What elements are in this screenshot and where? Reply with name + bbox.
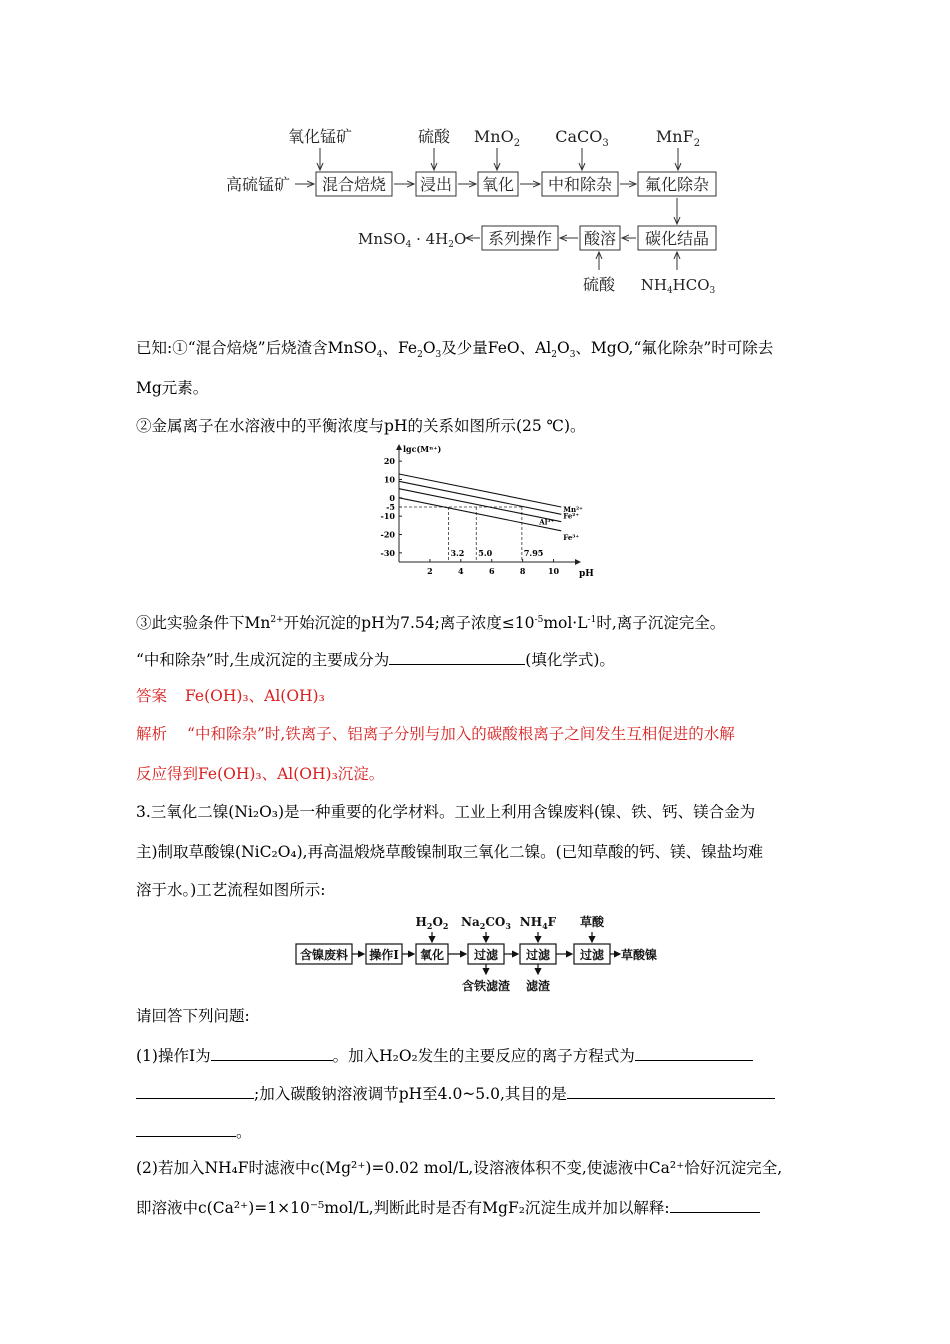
ref-annotation: 3.2	[450, 548, 465, 558]
flow1-row2-3: 系列操作	[487, 229, 553, 248]
flow1-row2-2: 酸溶	[583, 229, 617, 248]
flow2-output-2: 滤渣	[525, 979, 551, 993]
series-label: Al³⁺	[539, 517, 555, 527]
flow2-box-3: 氧化	[419, 948, 445, 962]
flow-diagram-manganese	[220, 118, 740, 303]
q1-line-2: ;加入碳酸钠溶液调节pH至4.0~5.0,其目的是	[136, 1082, 775, 1104]
series-line	[399, 481, 561, 514]
q2-line-2: 即溶液中c(Ca²⁺)=1×10⁻⁵mol/L,判断此时是否有MgF₂沉淀生成并加以解释:	[136, 1196, 760, 1218]
flow1-input-2: 硫酸	[417, 127, 451, 146]
answer-blank[interactable]	[389, 648, 525, 665]
q1-blank-5[interactable]	[136, 1120, 236, 1137]
flow1-product: MnSO$_4$ · $4H_2O$	[358, 230, 467, 250]
flow1-input-1: 氧化锰矿	[287, 127, 353, 146]
x-tick-label: 4	[458, 566, 464, 576]
x-axis-label: pH	[579, 569, 594, 579]
y-tick-label: -10	[380, 511, 395, 522]
q1-line-3: 。	[136, 1120, 252, 1142]
series-label: Fe²⁺	[563, 511, 580, 521]
series-line	[399, 474, 561, 507]
answer-text: Fe(OH)₃、Al(OH)₃	[185, 687, 325, 705]
flow1-start: 高硫锰矿	[226, 175, 291, 194]
flow2-input-2: $Na_2CO_3$	[461, 915, 511, 931]
flow2-input-1: $H_2O_2$	[415, 915, 449, 931]
known-line-2: Mg元素。	[136, 379, 209, 397]
flow2-box-5: 过滤	[525, 948, 551, 962]
x-tick-label: 10	[547, 566, 560, 576]
known-item-2: ②金属离子在水溶液中的平衡浓度与pH的关系如图所示(25 ℃)。	[136, 417, 586, 435]
series-line	[399, 489, 561, 522]
item3-line: ③此实验条件下$Mn^{2+}$开始沉淀的pH为7.54;离子浓度$\le 10^{-5}mol\cdot L^{-1}$时,离子沉淀完全。	[136, 614, 726, 633]
series-line	[399, 498, 561, 531]
q1-blank-1[interactable]	[211, 1044, 333, 1061]
ref-annotation: 5.0	[478, 548, 493, 558]
series-label: Mn²⁺	[563, 505, 583, 514]
y-tick-label: 10	[383, 474, 395, 485]
q1-line-1: (1)操作Ⅰ为 。加入H₂O₂发生的主要反应的离子方程式为	[136, 1044, 753, 1066]
x-tick-label: 6	[488, 566, 495, 576]
ref-annotation: 7.95	[523, 548, 544, 558]
flow1-step-1: 混合焙烧	[321, 175, 387, 194]
q3-line-2: 主)制取草酸镍(NiC₂O₄),再高温煅烧草酸镍制取三氧化二镍。(已知草酸的钙、镁、镍盐均难	[136, 843, 764, 861]
series-label: Fe³⁺	[563, 532, 580, 542]
flow2-output-1: 含铁滤渣	[461, 979, 511, 993]
q1-blank-2[interactable]	[635, 1044, 753, 1061]
q1-blank-3[interactable]	[136, 1082, 254, 1099]
prompt: 请回答下列问题:	[136, 1007, 250, 1025]
flow2-input-3: $NH_4F$	[519, 915, 557, 931]
analysis-line-2: 反应得到Fe(OH)₃、Al(OH)₃沉淀。	[136, 765, 385, 783]
q3-line-3: 溶于水。)工艺流程如图所示:	[136, 881, 326, 899]
x-axis-arrow	[575, 559, 581, 565]
analysis-line-1: 解析 “中和除杂”时,铁离子、铝离子分别与加入的碳酸根离子之间发生互相促进的水解	[136, 725, 735, 743]
q2-blank[interactable]	[670, 1196, 760, 1213]
y-tick-label: 20	[383, 456, 395, 467]
x-tick-label: 8	[519, 566, 526, 576]
y-axis-arrow	[396, 444, 402, 450]
flow2-box-2: 操作I	[369, 948, 399, 962]
flow1-input-3: MnO$_2$	[473, 127, 521, 149]
flow1-bottom-input-1: $NH_4HCO_3$	[640, 276, 716, 296]
answer-line	[136, 686, 325, 706]
flow2-box-4: 过滤	[473, 948, 499, 962]
flow2-box-1: 含镍废料	[299, 948, 349, 962]
y-tick-label: 0	[389, 492, 395, 503]
flow1-step-3: 氧化	[481, 175, 515, 194]
q2-line-1: (2)若加入NH₄F时滤液中c(Mg²⁺)=0.02 mol/L,设溶液体积不变,使滤液中Ca²⁺恰好沉淀完全,	[136, 1159, 783, 1177]
question-zhonghe: “中和除杂”时,生成沉淀的主要成分为 (填化学式)。	[136, 648, 615, 670]
answer-label: 答案	[136, 687, 168, 705]
flow1-bottom-input-2: 硫酸	[582, 275, 616, 294]
concentration-ph-chart	[355, 442, 595, 582]
known-line-1: 已知:①“混合焙烧”后烧渣含MnSO$_4$、$Fe_2O_3$及少量FeO、$Al_2O_3$、MgO,“氟化除杂”时可除去	[136, 339, 774, 361]
flow2-box-6: 过滤	[579, 948, 605, 962]
flow1-input-5: MnF$_2$	[655, 127, 701, 149]
q3-line-1: 3.三氧化二镍(Ni₂O₃)是一种重要的化学材料。工业上利用含镍废料(镍、铁、钙、镁合金为	[136, 803, 756, 821]
flow2-end: 草酸镍	[621, 948, 658, 962]
flow1-step-2: 浸出	[419, 175, 453, 194]
analysis-label: 解析	[136, 725, 168, 743]
flow1-step-4: 中和除杂	[547, 175, 613, 194]
q1-blank-4[interactable]	[567, 1082, 775, 1099]
y-tick-label: -30	[380, 547, 395, 558]
flow1-input-4: CaCO$_3$	[555, 127, 609, 149]
x-tick-label: 2	[427, 566, 433, 576]
flow2-input-4: 草酸	[579, 915, 605, 929]
y-axis-label: lgc(Mⁿ⁺)	[403, 444, 442, 454]
y-tick-label: -5	[386, 502, 395, 512]
flow-diagram-nickel	[290, 908, 670, 1000]
y-tick-label: -20	[380, 529, 395, 540]
flow1-step-5: 氟化除杂	[644, 175, 710, 194]
flow1-row2-1: 碳化结晶	[644, 229, 710, 248]
